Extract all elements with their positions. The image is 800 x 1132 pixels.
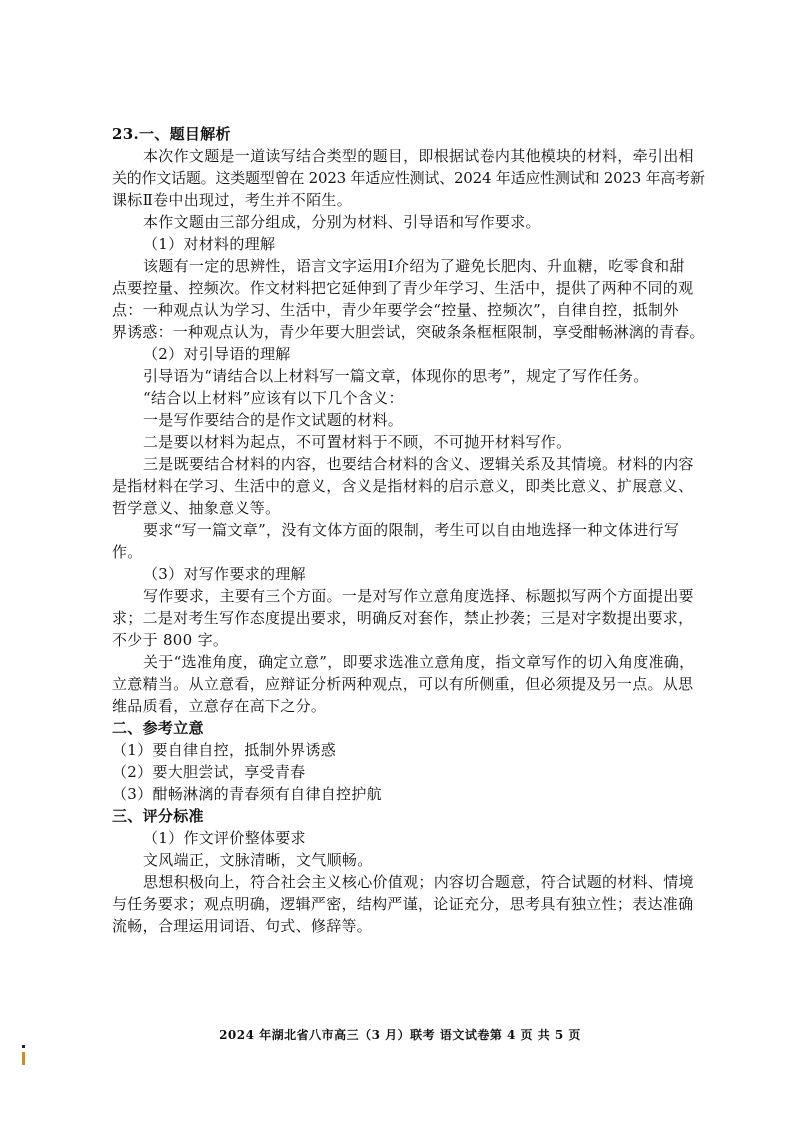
paragraph-line: 思想积极向上，符合社会主义核心价值观；内容切合题意，符合试题的材料、情境 xyxy=(143,873,694,891)
paragraph-line: 本作文题由三部分组成，分别为材料、引导语和写作要求。 xyxy=(143,213,541,231)
question-heading: 23.一、题目解析 xyxy=(112,125,231,143)
paragraph-line: 要求“写一篇文章”，没有文体方面的限制，考生可以自由地选择一种文体进行写 xyxy=(143,521,680,539)
paragraph-line: 点要控量、控频次。作文材料把它延伸到了青少年学习、生活中，提供了两种不同的观 xyxy=(112,279,694,297)
paragraph-line: 一是写作要结合的是作文试题的材料。 xyxy=(143,411,404,429)
subsection-title: （2）对引导语的理解 xyxy=(143,345,291,363)
paragraph-line: 写作要求，主要有三个方面。一是对写作立意角度选择、标题拟写两个方面提出要 xyxy=(143,587,694,605)
list-item: （2）要大胆尝试，享受青春 xyxy=(112,763,306,781)
paragraph-line: 立意精当。从立意看，应辩证分析两种观点，可以有所侧重，但必须提及另一点。从思 xyxy=(112,675,694,693)
paragraph-line: 与任务要求；观点明确，逻辑严密，结构严谨，论证充分，思考具有独立性；表达准确 xyxy=(112,895,694,913)
paragraph-line: 本次作文题是一道读写结合类型的题目，即根据试卷内其他模块的材料，牵引出相 xyxy=(143,147,694,165)
paragraph-line: 哲学意义、抽象意义等。 xyxy=(112,499,281,517)
subsection-title: （1）作文评价整体要求 xyxy=(143,829,306,847)
section-title: 三、评分标准 xyxy=(112,807,204,825)
paragraph-line: 该题有一定的思辨性，语言文字运用Ⅰ介绍为了避免长肥肉、升血糖，吃零食和甜 xyxy=(143,257,685,275)
paragraph-line: 关于“选准角度，确定立意”，即要求选准立意角度，指文章写作的切入角度准确， xyxy=(143,653,695,671)
paragraph-line: “结合以上材料”应该有以下几个含义： xyxy=(143,389,404,407)
paragraph-line: 维品质看，立意存在高下之分。 xyxy=(112,697,327,715)
paragraph-line: 是指材料在学习、生活中的意义，含义是指材料的启示意义，即类比意义、扩展意义、 xyxy=(112,477,694,495)
subsection-title: （1）对材料的理解 xyxy=(143,235,276,253)
paragraph-line: 界诱惑：一种观点认为，青少年要大胆尝试，突破条条框框限制，享受酣畅淋漓的青春。 xyxy=(112,323,705,341)
section-title: 二、参考立意 xyxy=(112,719,204,737)
paragraph-line: 流畅，合理运用词语、句式、修辞等。 xyxy=(112,917,373,935)
paragraph-line: 课标Ⅱ卷中出现过，考生并不陌生。 xyxy=(112,191,352,209)
paragraph-line: 文风端正，文脉清晰，文气顺畅。 xyxy=(143,851,373,869)
page-footer: 2024 年湖北省八市高三（3 月）联考 语文试卷第 4 页 共 5 页 xyxy=(219,1028,581,1042)
scan-mark xyxy=(22,1052,25,1065)
paragraph-line: 引导语为“请结合以上材料写一篇文章，体现你的思考”，规定了写作任务。 xyxy=(143,367,649,385)
paragraph-line: 关的作文话题。这类题型曾在 2023 年适应性测试、2024 年适应性测试和 2023 年高考新 xyxy=(112,169,705,187)
list-item: （3）酣畅淋漓的青春须有自律自控护航 xyxy=(112,785,382,803)
paragraph-line: 不少于 800 字。 xyxy=(112,631,229,649)
paragraph-line: 求；二是对考生写作态度提出要求，明确反对套作，禁止抄袭；三是对字数提出要求， xyxy=(112,609,694,627)
list-item: （1）要自律自控，抵制外界诱惑 xyxy=(112,741,337,759)
paragraph-line: 作。 xyxy=(112,543,143,561)
subsection-title: （3）对写作要求的理解 xyxy=(143,565,306,583)
paragraph-line: 二是要以材料为起点，不可置材料于不顾，不可抛开材料写作。 xyxy=(143,433,572,451)
scan-mark xyxy=(22,1045,25,1048)
paragraph-line: 三是既要结合材料的内容，也要结合材料的含义、逻辑关系及其情境。材料的内容 xyxy=(143,455,694,473)
paragraph-line: 点：一种观点认为学习、生活中，青少年要学会“控量、控频次”，自律自控，抵制外 xyxy=(112,301,679,319)
